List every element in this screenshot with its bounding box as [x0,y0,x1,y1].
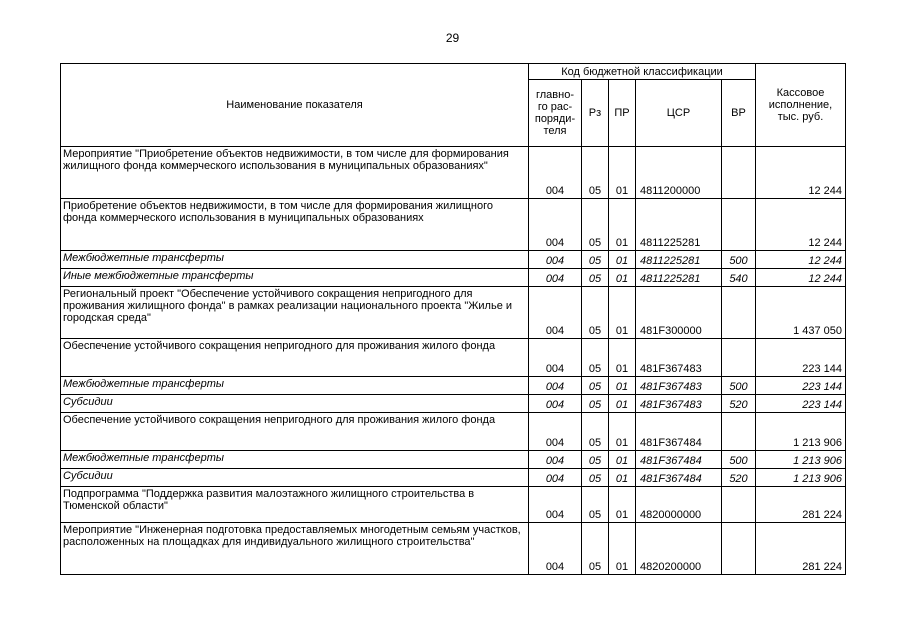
row-amount: 281 224 [756,487,846,523]
row-pr: 01 [609,339,636,377]
row-rz: 05 [582,147,609,199]
row-rz: 05 [582,269,609,287]
row-amount: 1 437 050 [756,287,846,339]
row-name: Иные межбюджетные трансферты [61,269,529,287]
header-amount: Кассовое исполнение, тыс. руб. [756,64,846,147]
row-pr: 01 [609,469,636,487]
header-code-group: Код бюджетной классификации [529,64,756,80]
table-row [61,451,846,469]
row-amount: 12 244 [756,147,846,199]
budget-table [60,63,846,575]
row-vr [722,287,756,339]
row-pr: 01 [609,147,636,199]
row-pr: 01 [609,413,636,451]
row-pr: 01 [609,287,636,339]
row-pr: 01 [609,269,636,287]
row-glav: 004 [529,469,582,487]
row-csr: 4811200000 [636,147,722,199]
row-glav: 004 [529,523,582,575]
row-pr: 01 [609,377,636,395]
row-rz: 05 [582,523,609,575]
row-csr: 4811225281 [636,251,722,269]
row-name: Приобретение объектов недвижимости, в том числе для формирования жилищного фонда коммерческого использования в муниципальных образованиях [61,199,529,251]
row-name: Межбюджетные трансферты [61,377,529,395]
row-csr: 481F367484 [636,469,722,487]
table-row [61,523,846,575]
row-amount: 1 213 906 [756,413,846,451]
row-vr [722,523,756,575]
row-name: Обеспечение устойчивого сокращения непригодного для проживания жилого фонда [61,339,529,377]
table-row [61,487,846,523]
row-vr: 500 [722,451,756,469]
row-rz: 05 [582,377,609,395]
row-amount: 223 144 [756,377,846,395]
row-vr: 520 [722,395,756,413]
row-pr: 01 [609,451,636,469]
row-name: Подпрограмма "Поддержка развития малоэтажного жилищного строительства в Тюменской области" [61,487,529,523]
row-glav: 004 [529,377,582,395]
row-name: Региональный проект "Обеспечение устойчивого сокращения непригодного для проживания жилищного фонда" в рамках реализации национального проекта "Жилье и городская среда" [61,287,529,339]
row-rz: 05 [582,451,609,469]
row-csr: 4811225281 [636,269,722,287]
row-pr: 01 [609,487,636,523]
row-vr: 540 [722,269,756,287]
row-rz: 05 [582,251,609,269]
row-pr: 01 [609,251,636,269]
table-row [61,395,846,413]
row-amount: 12 244 [756,199,846,251]
row-glav: 004 [529,251,582,269]
row-name: Мероприятие "Инженерная подготовка предоставляемых многодетным семьям участков, расположенных на площадках для индивидуального жилищного строительства" [61,523,529,575]
row-glav: 004 [529,199,582,251]
header-pr: ПР [609,80,636,147]
row-name: Межбюджетные трансферты [61,451,529,469]
row-amount: 12 244 [756,251,846,269]
row-glav: 004 [529,413,582,451]
table-row [61,251,846,269]
header-csr: ЦСР [636,80,722,147]
row-rz: 05 [582,487,609,523]
row-rz: 05 [582,395,609,413]
header-glav: главно- го рас- поряди- теля [529,80,582,147]
row-csr: 481F367483 [636,377,722,395]
row-csr: 4811225281 [636,199,722,251]
row-rz: 05 [582,469,609,487]
row-csr: 481F367483 [636,339,722,377]
table-row [61,147,846,199]
row-csr: 4820200000 [636,523,722,575]
row-name: Межбюджетные трансферты [61,251,529,269]
row-csr: 481F367484 [636,413,722,451]
row-name: Обеспечение устойчивого сокращения непригодного для проживания жилого фонда [61,413,529,451]
row-csr: 481F367483 [636,395,722,413]
table-row [61,413,846,451]
row-amount: 223 144 [756,339,846,377]
row-name: Субсидии [61,395,529,413]
row-rz: 05 [582,287,609,339]
table-row [61,199,846,251]
row-amount: 223 144 [756,395,846,413]
table-row [61,287,846,339]
row-glav: 004 [529,451,582,469]
row-rz: 05 [582,199,609,251]
page-number: 29 [445,31,460,45]
row-amount: 1 213 906 [756,469,846,487]
row-glav: 004 [529,339,582,377]
row-pr: 01 [609,523,636,575]
header-name: Наименование показателя [61,64,529,147]
row-pr: 01 [609,395,636,413]
row-vr [722,339,756,377]
row-vr: 500 [722,377,756,395]
row-csr: 481F367484 [636,451,722,469]
row-vr: 520 [722,469,756,487]
row-csr: 481F300000 [636,287,722,339]
row-glav: 004 [529,147,582,199]
row-vr [722,487,756,523]
table-row [61,269,846,287]
row-amount: 281 224 [756,523,846,575]
table-row [61,339,846,377]
row-glav: 004 [529,395,582,413]
row-name: Мероприятие "Приобретение объектов недвижимости, в том числе для формирования жилищного фонда коммерческого использования в муниципальных образованиях" [61,147,529,199]
row-csr: 4820000000 [636,487,722,523]
row-vr [722,147,756,199]
header-vr: ВР [722,80,756,147]
row-glav: 004 [529,487,582,523]
row-rz: 05 [582,413,609,451]
row-vr [722,199,756,251]
row-name: Субсидии [61,469,529,487]
row-glav: 004 [529,269,582,287]
row-amount: 1 213 906 [756,451,846,469]
table-row [61,469,846,487]
header-rz: Рз [582,80,609,147]
row-amount: 12 244 [756,269,846,287]
row-pr: 01 [609,199,636,251]
row-vr: 500 [722,251,756,269]
row-rz: 05 [582,339,609,377]
row-glav: 004 [529,287,582,339]
row-vr [722,413,756,451]
table-row [61,377,846,395]
